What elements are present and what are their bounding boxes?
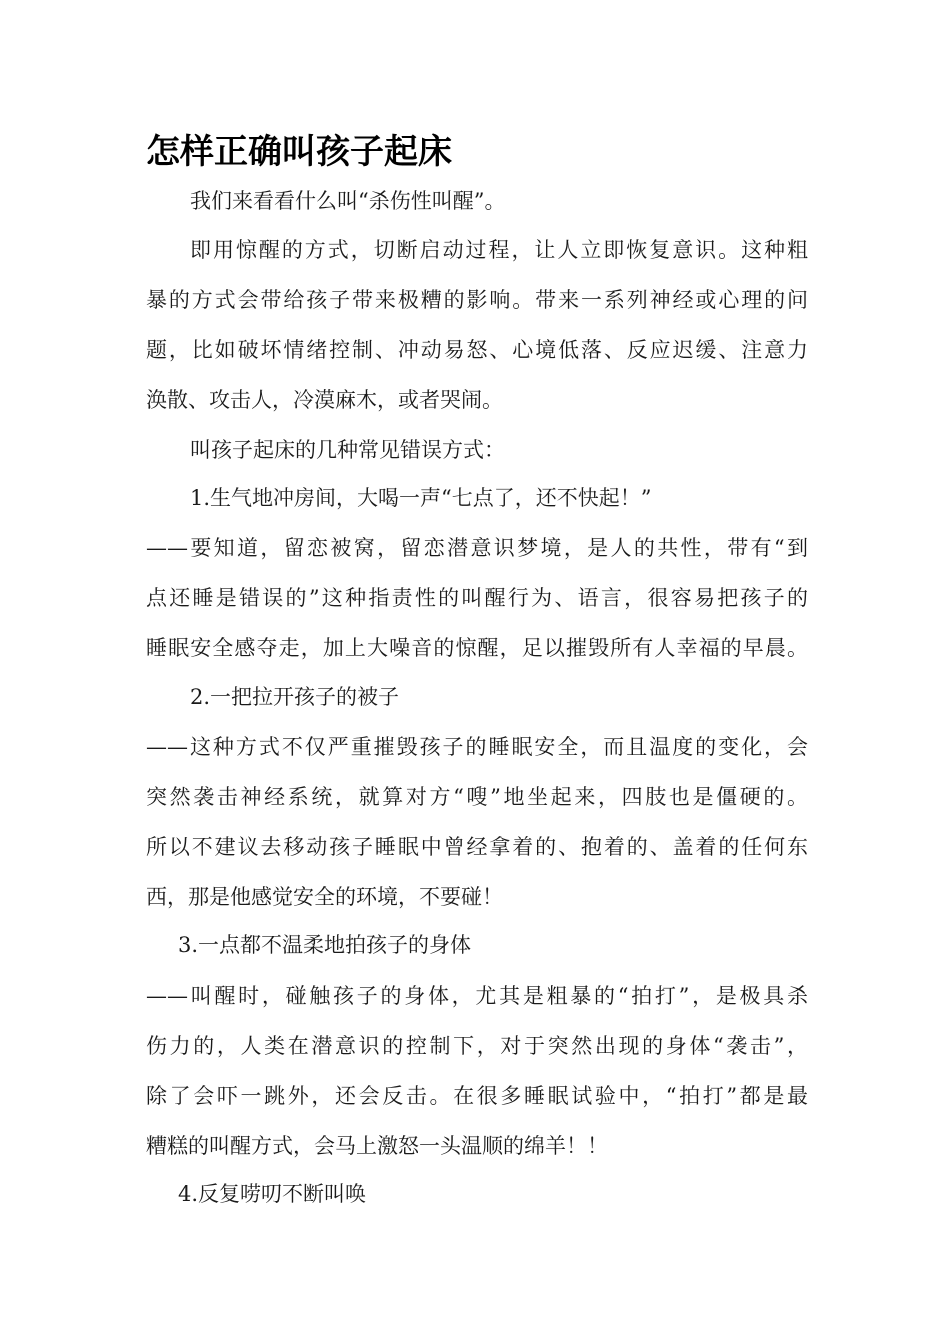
paragraph-line: 即用惊醒的方式，切断启动过程，让人立即恢复意识。这种粗 [190, 238, 808, 262]
paragraph-line: 糟糕的叫醒方式，会马上激怒一头温顺的绵羊！！ [146, 1134, 608, 1158]
document-title: 怎样正确叫孩子起床 [146, 132, 452, 172]
list-heading: 1.生气地冲房间，大喝一声“七点了，还不快起！” [190, 486, 652, 510]
paragraph-line: ——这种方式不仅严重摧毁孩子的睡眠安全，而且温度的变化，会 [146, 735, 808, 759]
paragraph-line: 题，比如破坏情绪控制、冲动易怒、心境低落、反应迟缓、注意力 [146, 338, 808, 362]
paragraph-line: 西，那是他感觉安全的环境，不要碰！ [146, 885, 503, 909]
paragraph-line: 所以不建议去移动孩子睡眠中曾经拿着的、抱着的、盖着的任何东 [146, 835, 808, 859]
paragraph-line: ——要知道，留恋被窝，留恋潜意识梦境，是人的共性，带有“到 [146, 536, 808, 560]
paragraph-line: 涣散、攻击人，冷漠麻木，或者哭闹。 [146, 388, 503, 412]
paragraph-line: 我们来看看什么叫“杀伤性叫醒”。 [190, 189, 506, 213]
list-heading: 4.反复唠叨不断叫唤 [178, 1182, 367, 1206]
paragraph-line: 睡眠安全感夺走，加上大噪音的惊醒，足以摧毁所有人幸福的早晨。 [146, 636, 808, 660]
paragraph-line: 伤力的，人类在潜意识的控制下，对于突然出现的身体“袭击”， [146, 1034, 808, 1058]
list-heading: 3.一点都不温柔地拍孩子的身体 [178, 933, 472, 957]
paragraph-line: 除了会吓一跳外，还会反击。在很多睡眠试验中，“拍打”都是最 [146, 1084, 808, 1108]
paragraph-line: 叫孩子起床的几种常见错误方式： [190, 438, 505, 462]
paragraph-line: 突然袭击神经系统，就算对方“嗖”地坐起来，四肢也是僵硬的。 [146, 785, 808, 809]
paragraph-line: 点还睡是错误的”这种指责性的叫醒行为、语言，很容易把孩子的 [146, 586, 808, 610]
paragraph-line: 暴的方式会带给孩子带来极糟的影响。带来一系列神经或心理的问 [146, 288, 808, 312]
paragraph-line: ——叫醒时，碰触孩子的身体，尤其是粗暴的“拍打”，是极具杀 [146, 984, 808, 1008]
list-heading: 2.一把拉开孩子的被子 [190, 685, 400, 709]
